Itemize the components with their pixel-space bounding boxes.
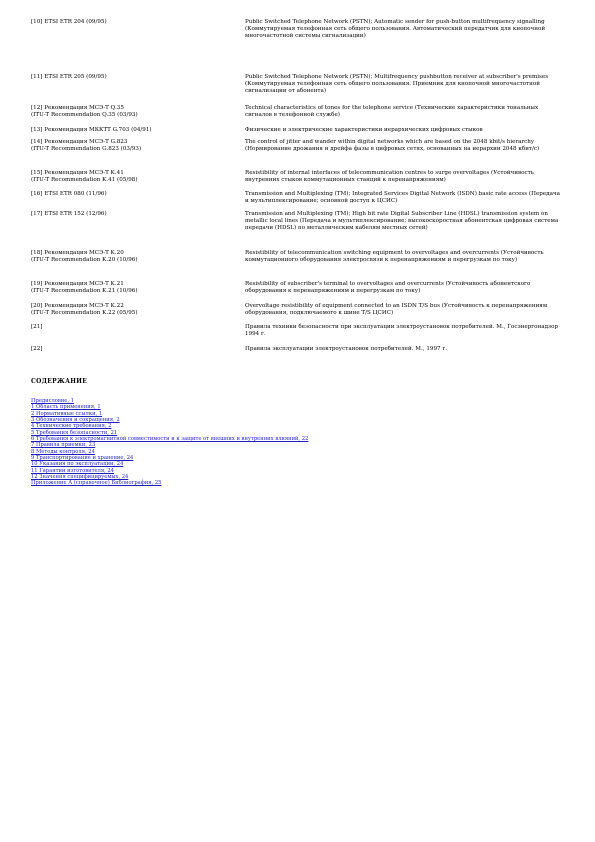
reference-entry [31,19,566,74]
toc-item [31,480,471,486]
reference-description: Правила эксплуатации электроустановок потребителей. М., 1997 г. [245,346,448,352]
reference-description: Public Switched Telephone Network (PSTN); Automatic sender for push-button multifrequency signalling (Коммутируемая телефонная сеть общего пользования. Автоматический передатчик для кнопочной многочастотной системы сигнализации) [245,19,546,40]
toc-link-warranty[interactable]: 11 Гарантии изготовителя, 24 [31,467,114,474]
reference-entry [31,346,566,358]
toc-link-values[interactable]: 12 Значения специфицируемых, 24 [31,474,129,481]
reference-entry [31,127,566,139]
reference-entry [31,324,566,346]
reference-description: Public Switched Telephone Network (PSTN); Multifrequency pushbutton receiver at subscriber's premises (Коммутируемая телефонная сеть общего пользования. Приемник для кнопочной многочастотной сигнализации от абонента) [245,74,549,95]
reference-description: Resistibility of internal interfaces of telecommunication centres to surge overvoltages (Устойчивость внутренних стыков коммутационных станций к перенапряжениям) [245,170,534,184]
toc-link-technical-reqs[interactable]: 4 Технические требования, 2 [31,423,112,430]
reference-id: [13] Рекомендация МККТТ G.703 (04/91) [31,127,152,133]
reference-id: [14] Рекомендация МСЭ-Т G.823 (ITU-T Recommendation G.823 (03/93) [31,139,142,153]
reference-id: [22] [31,346,43,352]
reference-description: Overvoltage resistibility of equipment connected to an ISDN T/S bus (Устойчивость к перенапряжениям оборудования, подключаемого к шине T/S ЦСИС) [245,303,548,317]
reference-description: Transmission and Multiplexing (TM); High bit rate Digital Subscriber Line (HDSL) transmission system on metallic local lines (Передача и мультиплексирование; высокоскоростная абонентская цифровая система передачи (HDSL) по металлическим кабелям местных сетей) [245,211,559,232]
toc-link-emc-reqs[interactable]: 6 Требования к электромагнитной совместимости и к защите от внешних и внутренних влияний, 22 [31,436,309,443]
reference-entry [31,303,566,324]
references-list [31,19,566,358]
toc-link-scope[interactable]: 1 Область применения, 1 [31,404,101,411]
reference-entry [31,281,566,303]
reference-description: Правила техники безопасности при эксплуатации электроустановок потребителей. М., Госэнергонадзор 1994 г. [245,324,559,338]
reference-entry [31,191,566,211]
toc-link-foreword[interactable]: Предисловие, 1 [31,398,74,404]
toc-link-test-methods[interactable]: 8 Методы контроля, 24 [31,448,95,455]
reference-entry [31,170,566,191]
reference-id: [16] ETSI ETR 080 (11/96) [31,191,107,197]
toc-link-safety-reqs[interactable]: 5 Требования безопасности, 21 [31,429,118,436]
toc-link-appendix-a[interactable]: Приложение А (справочное) Библиография, 25 [31,480,162,487]
reference-id: [21] [31,324,43,330]
reference-id: [12] Рекомендация МСЭ-Т Q.35 (ITU-T Recommendation Q.35 (03/93) [31,105,138,119]
toc-link-normative-refs[interactable]: 2 Нормативные ссылки, 1 [31,410,103,417]
reference-id: [10] ETSI ETR 204 (09/95) [31,19,107,25]
reference-id: [17] ETSI ETR 152 (12/96) [31,211,107,217]
toc-link-operation[interactable]: 10 Указания по эксплуатации, 24 [31,461,124,468]
reference-description: Transmission and Multiplexing (TM); Integrated Services Digital Network (ISDN) basic rate access (Передача и мультиплексирование; основной доступ к ЦСИС) [245,191,560,205]
table-of-contents [31,398,471,487]
reference-entry [31,105,566,127]
reference-id: [15] Рекомендация МСЭ-Т K.41 (ITU-T Recommendation K.41 (05/98) [31,170,138,184]
reference-description: Resistibility of subscriber's terminal to overvoltages and overcurrents (Устойчивость абонентского оборудования к перенапряжениям и перегрузкам по току) [245,281,531,295]
reference-id: [19] Рекомендация МСЭ-Т K.21 (ITU-T Recommendation K.21 (10/96) [31,281,138,295]
toc-link-acceptance[interactable]: 7 Правила приемки, 23 [31,442,96,449]
toc-link-abbreviations[interactable]: 3 Обозначения и сокращения, 2 [31,417,120,424]
toc-heading: СОДЕРЖАНИЕ [31,378,88,385]
reference-description: The control of jitter and wander within digital networks which are based on the 2048 kbit/s hierarchy (Нормирование дрожания и дрейфа фазы в цифровых сетях, основанных на иерархии 2048 кбит/с) [245,139,540,153]
toc-link-transport[interactable]: 9 Транспортирование и хранение, 24 [31,455,134,462]
reference-id: [18] Рекомендация МСЭ-Т K.20 (ITU-T Recommendation K.20 (10/96) [31,250,138,264]
reference-description: Физические и электрические характеристики иерархических цифровых стыков [245,127,483,133]
reference-description: Technical characteristics of tones for the telephone service (Технические характеристики тональных сигналов в телефонной службе) [245,105,539,119]
reference-entry [31,250,566,281]
reference-entry [31,211,566,250]
reference-id: [20] Рекомендация МСЭ-Т K.22 (ITU-T Recommendation K.22 (05/95) [31,303,138,317]
reference-entry [31,139,566,170]
reference-description: Resistibility of telecommunication switching equipment to overvoltages and overcurrents (Устойчивость коммутационного оборудования электросвязи к перенапряжениям и перегрузкам по току) [245,250,544,264]
reference-id: [11] ETSI ETR 205 (09/95) [31,74,107,80]
reference-entry [31,74,566,105]
